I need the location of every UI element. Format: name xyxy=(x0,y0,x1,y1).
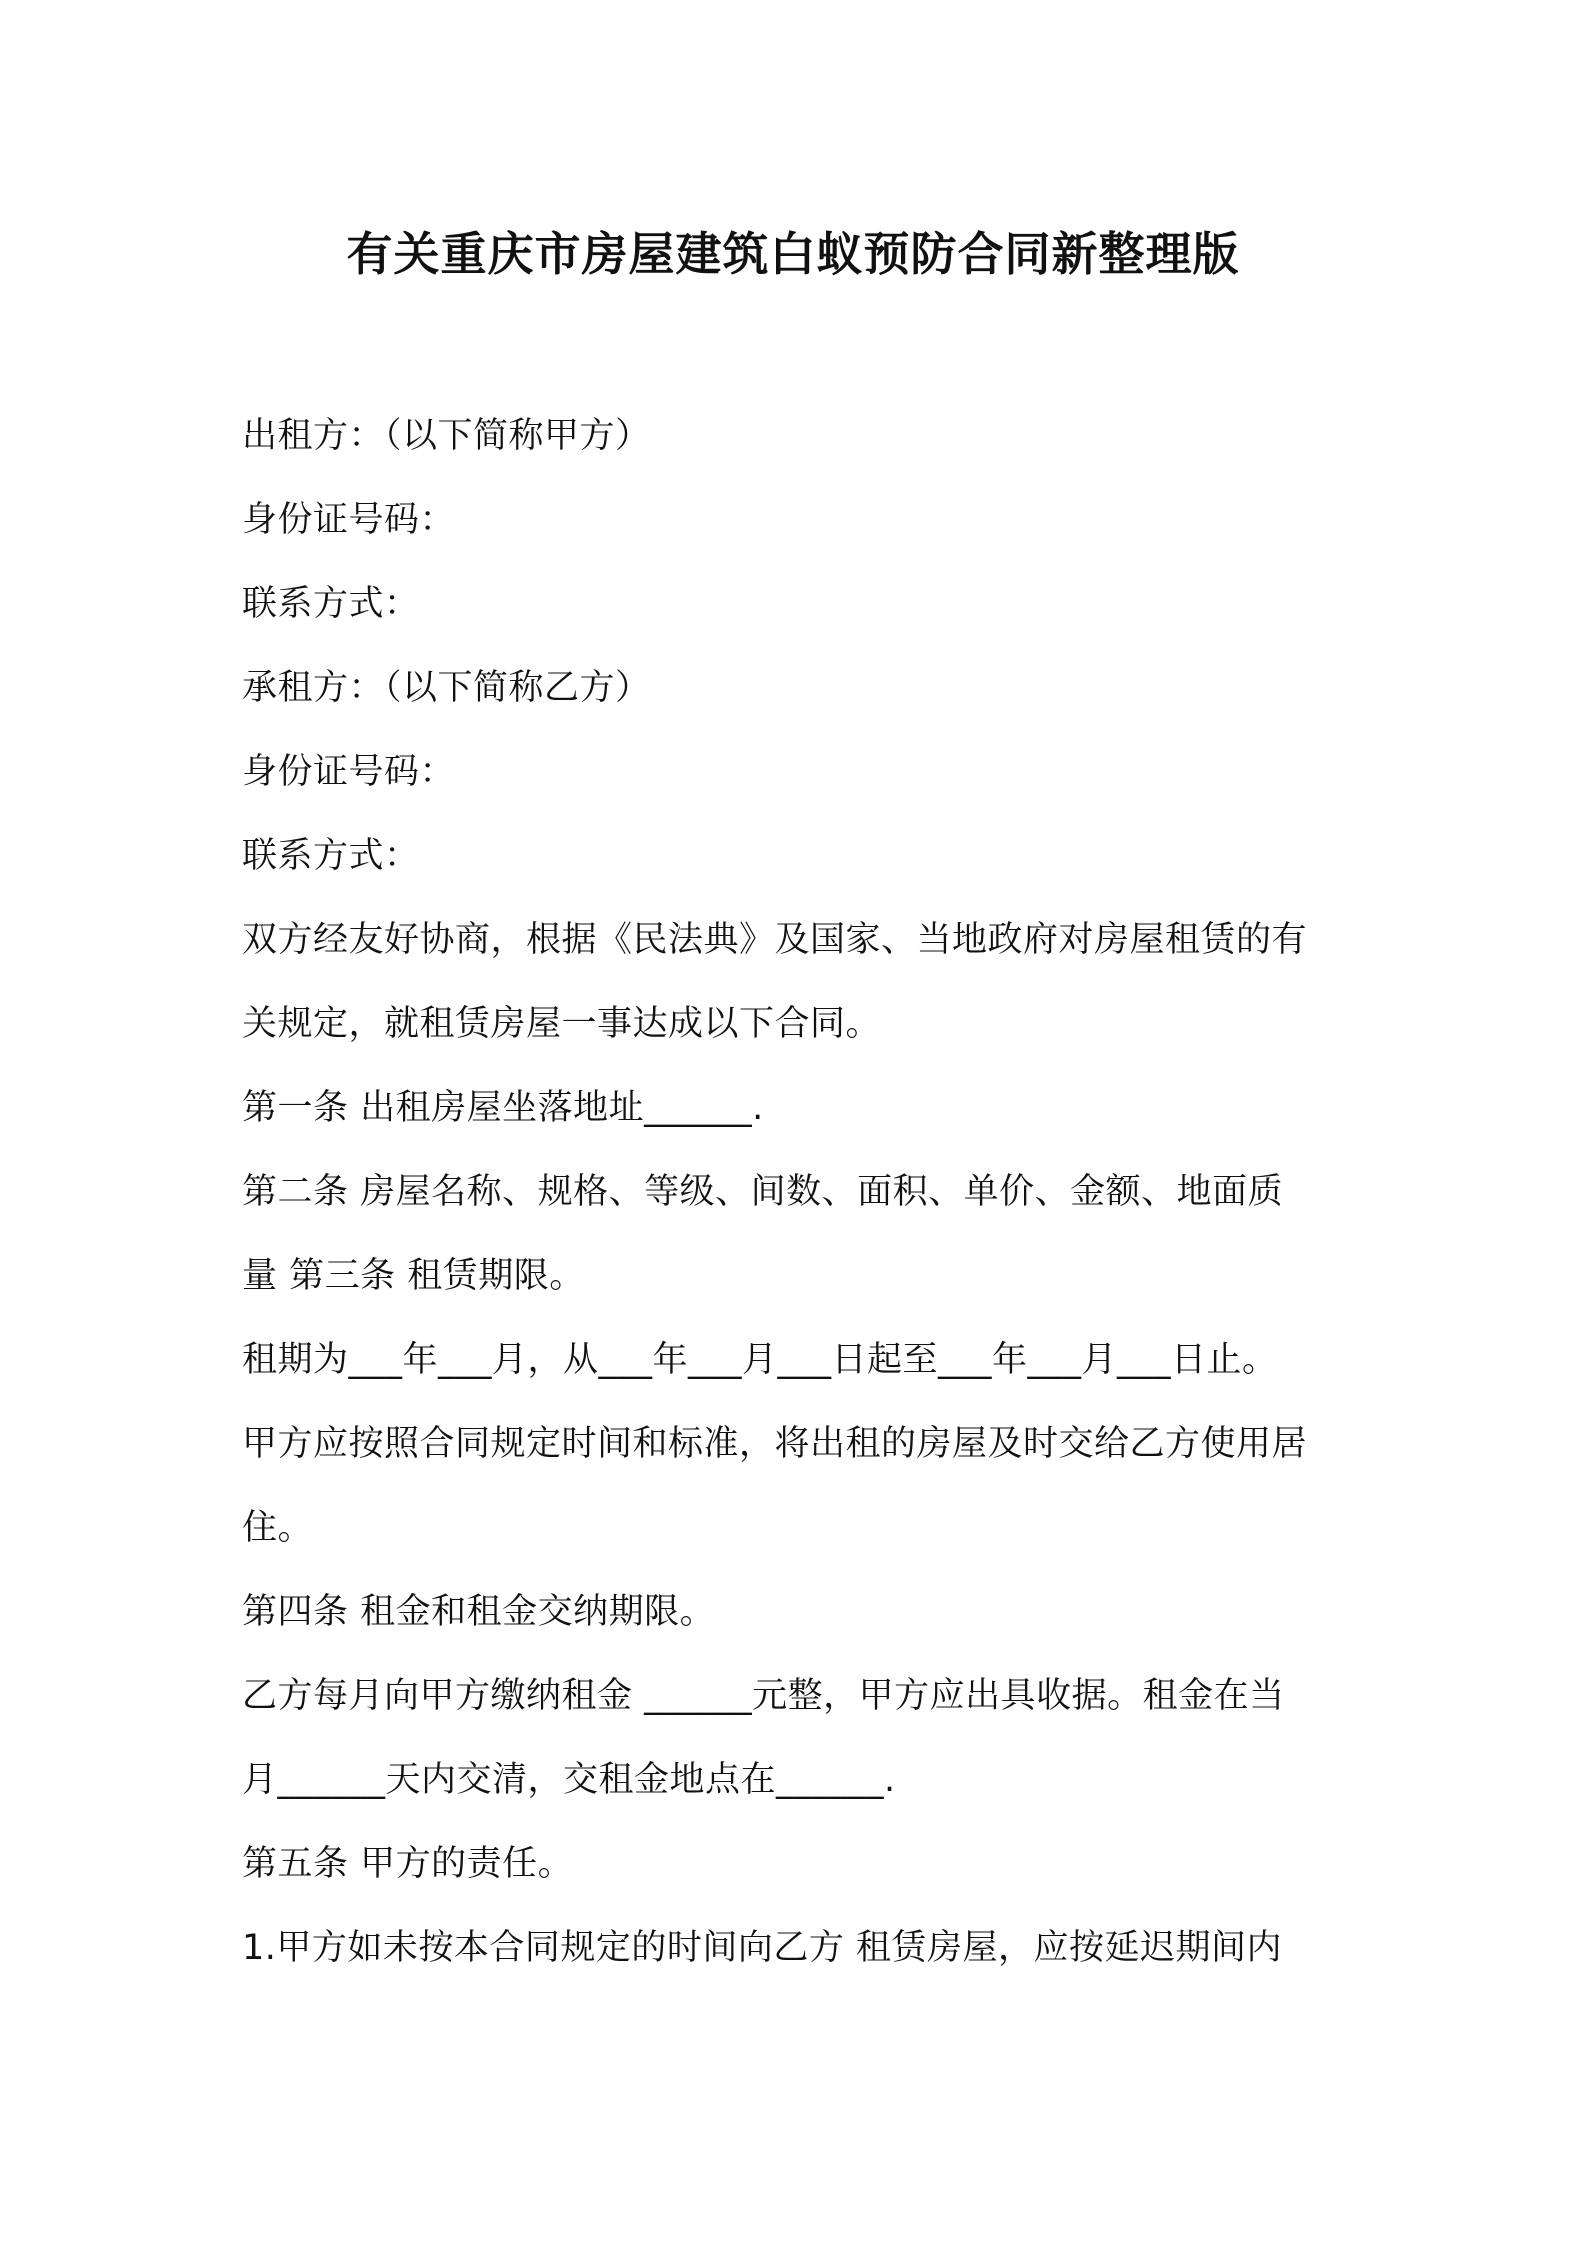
lessor-id-line: 身份证号码： xyxy=(242,500,456,540)
lessee-contact-line: 联系方式： xyxy=(242,836,420,876)
lease-term-line: 租期为___年___月，从___年___月___日起至___年___月___日止。 xyxy=(242,1340,1278,1380)
rent-line-1: 乙方每月向甲方缴纳租金 ______元整，甲方应出具收据。租金在当 xyxy=(242,1676,1285,1716)
preamble-line-1: 双方经友好协商，根据《民法典》及国家、当地政府对房屋租赁的有 xyxy=(242,920,1308,960)
lessor-line: 出租方：（以下简称甲方） xyxy=(242,416,651,456)
article-1-line: 第一条 出租房屋坐落地址______. xyxy=(242,1088,764,1128)
lessee-line: 承租方：（以下简称乙方） xyxy=(242,668,651,708)
delivery-line-1: 甲方应按照合同规定时间和标准，将出租的房屋及时交给乙方使用居 xyxy=(242,1424,1308,1464)
preamble-line-2: 关规定，就租赁房屋一事达成以下合同。 xyxy=(242,1004,882,1044)
lessor-contact-line: 联系方式： xyxy=(242,584,420,624)
delivery-line-2: 住。 xyxy=(242,1508,314,1548)
document-title: 有关重庆市房屋建筑白蚁预防合同新整理版 xyxy=(346,227,1240,281)
article-4-line: 第四条 租金和租金交纳期限。 xyxy=(242,1592,716,1632)
clause-5-1-line: 1.甲方如未按本合同规定的时间向乙方 租赁房屋，应按延迟期间内 xyxy=(242,1928,1283,1968)
article-5-line: 第五条 甲方的责任。 xyxy=(242,1844,574,1884)
lessee-id-line: 身份证号码： xyxy=(242,752,456,792)
rent-line-2: 月______天内交清，交租金地点在______. xyxy=(242,1760,896,1800)
article-2-line-2: 量 第三条 租赁期限。 xyxy=(242,1256,585,1296)
article-2-line-1: 第二条 房屋名称、规格、等级、间数、面积、单价、金额、地面质 xyxy=(242,1172,1284,1212)
